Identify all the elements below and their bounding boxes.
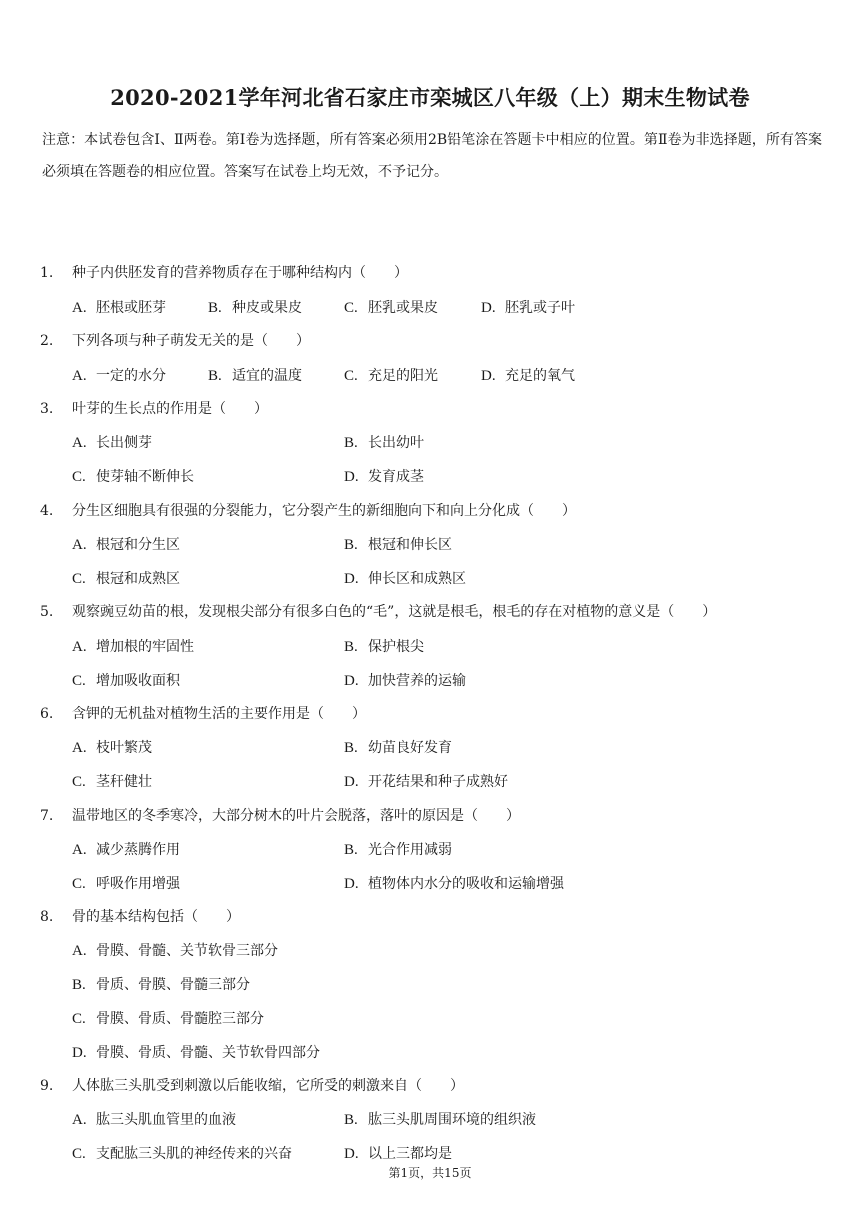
option-a: A. 增加根的牢固性 (72, 639, 194, 655)
question-4 (40, 500, 820, 520)
option-d: D. 植物体内水分的吸收和运输增强 (344, 876, 564, 892)
question-number: 3. (40, 401, 54, 417)
option-c: C. 根冠和成熟区 (72, 571, 180, 587)
question-stem: 温带地区的冬季寒冷，大部分树木的叶片会脱落，落叶的原因是（ ） (72, 808, 520, 824)
option-d: D. 充足的氧气 (481, 368, 575, 384)
option-b: B. 光合作用减弱 (344, 842, 452, 858)
question-3 (40, 398, 820, 418)
option-d: D. 开花结果和种子成熟好 (344, 774, 508, 790)
question-stem: 人体肱三头肌受到刺激以后能收缩，它所受的刺激来自（ ） (72, 1078, 464, 1094)
option-a: A. 长出侧芽 (72, 435, 152, 451)
question-2 (40, 330, 820, 350)
page-title: 2020-2021学年河北省石家庄市栾城区八年级（上）期末生物试卷 (110, 85, 750, 110)
option-a: A. 枝叶繁茂 (72, 740, 152, 756)
option-a: A. 胚根或胚芽 (72, 300, 166, 316)
option-d: D. 骨膜、骨质、骨髓、关节软骨四部分 (72, 1045, 320, 1061)
question-9 (40, 1075, 820, 1095)
option-a: A. 根冠和分生区 (72, 537, 180, 553)
question-number: 6. (40, 706, 54, 722)
page-footer: 第1页，共15页 (388, 1166, 472, 1180)
question-number: 7. (40, 808, 54, 824)
question-stem: 观察豌豆幼苗的根，发现根尖部分有很多白色的“毛”，这就是根毛，根毛的存在对植物的意义是（ ） (72, 604, 717, 620)
option-a: A. 骨膜、骨髓、关节软骨三部分 (72, 943, 278, 959)
question-7 (40, 805, 820, 825)
option-b: B. 种皮或果皮 (208, 300, 302, 316)
option-a: A. 肱三头肌血管里的血液 (72, 1112, 236, 1128)
question-number: 9. (40, 1078, 54, 1094)
question-stem: 分生区细胞具有很强的分裂能力，它分裂产生的新细胞向下和向上分化成（ ） (72, 503, 576, 519)
question-1 (40, 262, 820, 282)
question-5 (40, 601, 820, 621)
exam-notice: 注意：本试卷包含Ⅰ、Ⅱ两卷。第Ⅰ卷为选择题，所有答案必须用2B铅笔涂在答题卡中相应的位置。第Ⅱ卷为非选择题，所有答案必须填在答题卷的相应位置。答案写在试卷上均无效，不予记分。 (42, 132, 822, 180)
option-a: A. 一定的水分 (72, 368, 166, 384)
question-number: 1. (40, 265, 54, 281)
option-b: B. 骨质、骨膜、骨髓三部分 (72, 977, 250, 993)
question-stem: 种子内供胚发育的营养物质存在于哪种结构内（ ） (72, 265, 408, 281)
question-number: 5. (40, 604, 54, 620)
option-c: C. 骨膜、骨质、骨髓腔三部分 (72, 1011, 264, 1027)
option-c: C. 胚乳或果皮 (344, 300, 438, 316)
option-c: C. 支配肱三头肌的神经传来的兴奋 (72, 1146, 292, 1162)
question-6 (40, 703, 820, 723)
option-b: B. 肱三头肌周围环境的组织液 (344, 1112, 536, 1128)
question-stem: 叶芽的生长点的作用是（ ） (72, 401, 268, 417)
option-b: B. 长出幼叶 (344, 435, 424, 451)
question-number: 8. (40, 909, 54, 925)
question-8 (40, 906, 820, 926)
question-stem: 下列各项与种子萌发无关的是（ ） (72, 333, 310, 349)
question-stem: 骨的基本结构包括（ ） (72, 909, 240, 925)
question-number: 2. (40, 333, 54, 349)
option-d: D. 发育成茎 (344, 469, 424, 485)
option-c: C. 茎秆健壮 (72, 774, 152, 790)
option-d: D. 以上三都均是 (344, 1146, 452, 1162)
option-c: C. 使芽轴不断伸长 (72, 469, 194, 485)
option-b: B. 保护根尖 (344, 639, 424, 655)
question-stem: 含钾的无机盐对植物生活的主要作用是（ ） (72, 706, 366, 722)
option-c: C. 增加吸收面积 (72, 673, 180, 689)
question-number: 4. (40, 503, 54, 519)
option-d: D. 加快营养的运输 (344, 673, 466, 689)
option-d: D. 胚乳或子叶 (481, 300, 575, 316)
option-d: D. 伸长区和成熟区 (344, 571, 466, 587)
option-c: C. 充足的阳光 (344, 368, 438, 384)
option-b: B. 幼苗良好发育 (344, 740, 452, 756)
option-b: B. 根冠和伸长区 (344, 537, 452, 553)
option-b: B. 适宜的温度 (208, 368, 302, 384)
option-a: A. 减少蒸腾作用 (72, 842, 180, 858)
option-c: C. 呼吸作用增强 (72, 876, 180, 892)
